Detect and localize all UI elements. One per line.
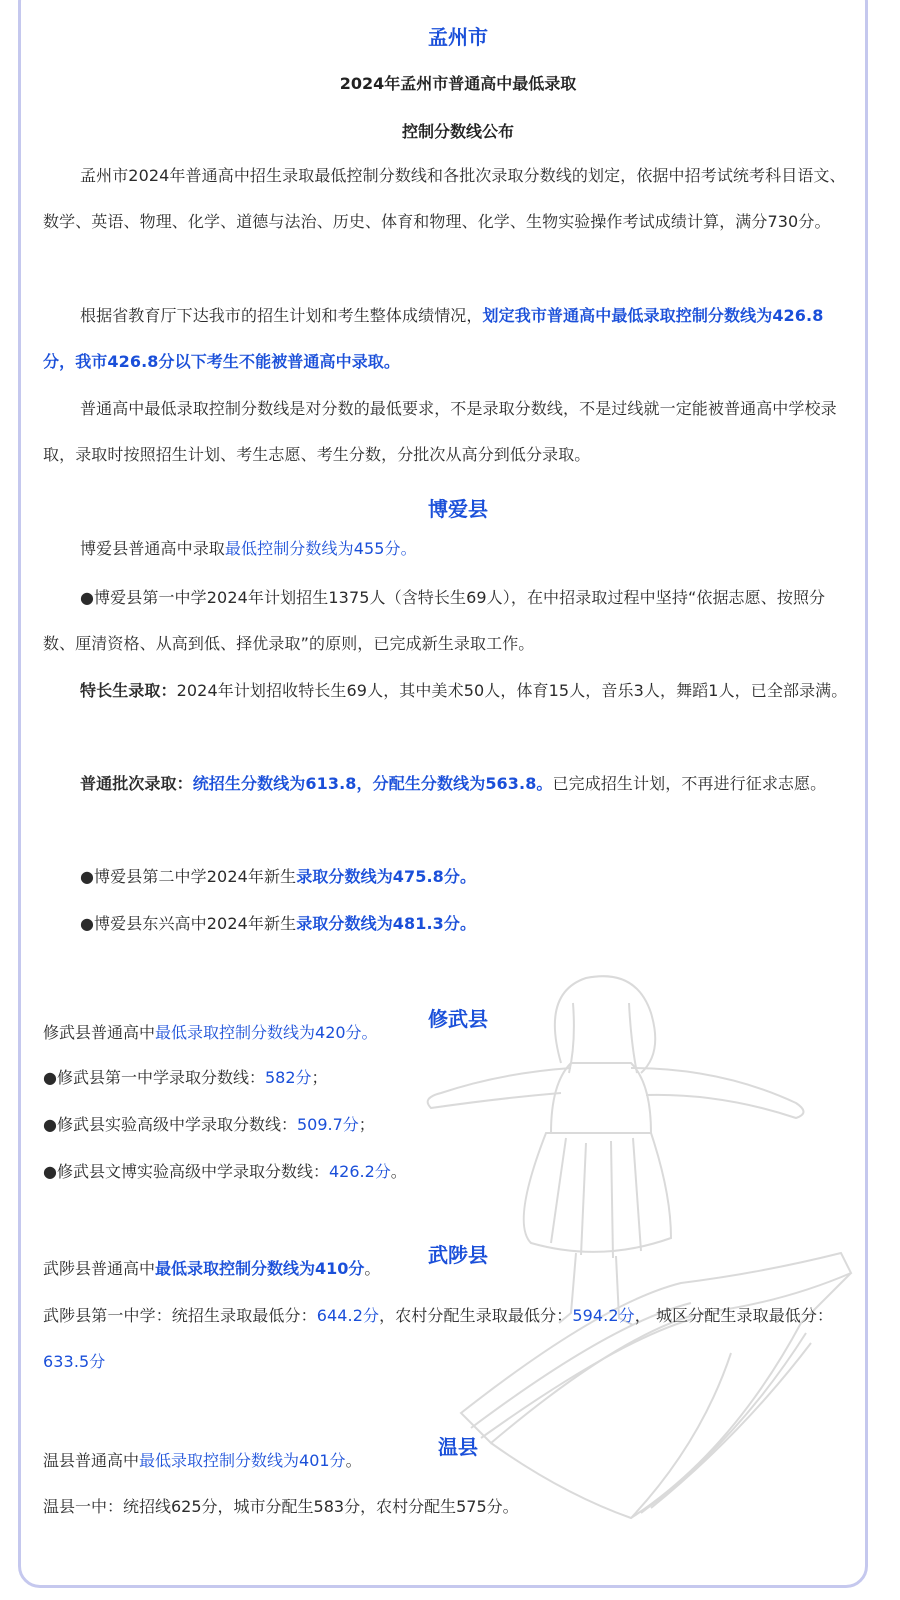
boai-cutoff-highlight: 最低控制分数线为455分。 — [224, 539, 417, 558]
boai-paragraph-6 — [43, 901, 855, 947]
mengzhou-cutoff-highlight: 划定我市普通高中最低录取控制分数线为426.8分，我市426.8分以下考生不能被普通高中录取。 — [43, 306, 824, 371]
wuzhi-p2-v1: 644.2分 — [316, 1306, 380, 1325]
wuzhi-p2-a: 武陟县第一中学：统招生录取最低分： — [43, 1306, 317, 1325]
mengzhou-p2-text: 根据省教育厅下达我市的招生计划和考生整体成绩情况， — [80, 306, 483, 325]
section-heading-wuzhi: 武陟县 — [428, 1243, 488, 1267]
boai-p5-text: ●博爱县第二中学2024年新生 — [80, 867, 297, 886]
boai-paragraph-2: ●博爱县第一中学2024年计划招生1375人（含特长生69人），在中招录取过程中坚持“依据志愿、按照分数、厘清资格、从高到低、择优录取”的原则，已完成新生录取工作。 — [43, 588, 826, 653]
boai-paragraph-4 — [43, 761, 855, 807]
wuzhi-p2-b: ，农村分配生录取最低分： — [379, 1306, 573, 1325]
boai-special-text: 2024年计划招收特长生69人，其中美术50人，体育15人，音乐3人，舞蹈1人，已全部录满。 — [176, 681, 848, 700]
wuzhi-l1-text: 武陟县普通高中 — [43, 1259, 156, 1278]
xiuwu-line-2 — [43, 1066, 328, 1090]
wuzhi-p2-v3: 633.5分 — [43, 1352, 106, 1371]
xiuwu-l1-highlight: 最低录取控制分数线为420分。 — [155, 1023, 378, 1042]
xiuwu-line-1 — [43, 1021, 378, 1045]
wuzhi-p2-v2: 594.2分 — [572, 1306, 635, 1325]
section-heading-mengzhou: 孟州市 — [428, 25, 488, 49]
xiuwu-l3-text: ●修武县实验高级中学录取分数线： — [43, 1115, 297, 1134]
boai-special-label: 特长生录取： — [80, 681, 177, 700]
section-heading-xiuwu: 修武县 — [428, 1007, 488, 1031]
wuzhi-paragraph-2 — [43, 1293, 855, 1385]
wuzhi-p2-c: ， 城区分配生录取最低分： — [634, 1306, 834, 1325]
boai-regular-label: 普通批次录取： — [80, 774, 193, 793]
wuzhi-l1-end: 。 — [364, 1259, 381, 1278]
section-heading-boai: 博爱县 — [428, 497, 488, 521]
boai-paragraph-5 — [43, 854, 855, 900]
xiuwu-l3-end: ； — [358, 1115, 375, 1134]
wenxian-l1-highlight: 最低录取控制分数线为401分 — [139, 1451, 346, 1470]
xiuwu-l4-text: ●修武县文博实验高级中学录取分数线： — [43, 1162, 329, 1181]
boai-paragraph-1 — [43, 526, 855, 572]
boai-regular-highlight: 统招生分数线为613.8，分配生分数线为563.8。 — [192, 774, 553, 793]
wenxian-line-2: 温县一中：统招线625分，城市分配生583分，农村分配生575分。 — [43, 1497, 519, 1516]
xiuwu-l1-text: 修武县普通高中 — [43, 1023, 156, 1042]
mengzhou-paragraph-1: 孟州市2024年普通高中招生录取最低控制分数线和各批次录取分数线的划定，依据中招考试统考科目语文、数学、英语、物理、化学、道德与法治、历史、体育和物理、化学、生物实验操作考试成绩计算，满分730分。 — [43, 166, 846, 231]
wenxian-l1-end: 。 — [345, 1451, 362, 1470]
mengzhou-paragraph-3: 普通高中最低录取控制分数线是对分数的最低要求，不是录取分数线，不是过线就一定能被普通高中学校录取，录取时按照招生计划、考生志愿、考生分数，分批次从高分到低分录取。 — [43, 399, 837, 464]
xiuwu-l3-value: 509.7分 — [296, 1115, 359, 1134]
xiuwu-line-4 — [43, 1160, 407, 1184]
boai-p6-text: ●博爱县东兴高中2024年新生 — [80, 914, 297, 933]
xiuwu-l2-text: ●修武县第一中学录取分数线： — [43, 1068, 265, 1087]
xiuwu-l2-value: 582分 — [264, 1068, 312, 1087]
mengzhou-paragraph-2 — [43, 293, 855, 385]
article-title-line1: 2024年孟州市普通高中最低录取 — [339, 74, 577, 93]
wenxian-line-1 — [43, 1449, 362, 1473]
wuzhi-line-1 — [43, 1257, 380, 1281]
boai-p6-highlight: 录取分数线为481.3分。 — [296, 914, 477, 933]
boai-p1-text: 博爱县普通高中录取 — [80, 539, 225, 558]
boai-paragraph-3 — [43, 668, 855, 714]
xiuwu-l4-value: 426.2分 — [328, 1162, 391, 1181]
boai-regular-text: 已完成招生计划，不再进行征求志愿。 — [552, 774, 827, 793]
article-title-line2: 控制分数线公布 — [401, 122, 514, 141]
boai-p5-highlight: 录取分数线为475.8分。 — [296, 867, 477, 886]
wenxian-l1-text: 温县普通高中 — [43, 1451, 140, 1470]
content-frame — [18, 0, 868, 1588]
xiuwu-l2-end: ； — [311, 1068, 328, 1087]
section-heading-wenxian: 温县 — [438, 1435, 478, 1459]
wuzhi-l1-highlight: 最低录取控制分数线为410分 — [155, 1259, 365, 1278]
xiuwu-l4-end: 。 — [390, 1162, 407, 1181]
xiuwu-line-3 — [43, 1113, 375, 1137]
